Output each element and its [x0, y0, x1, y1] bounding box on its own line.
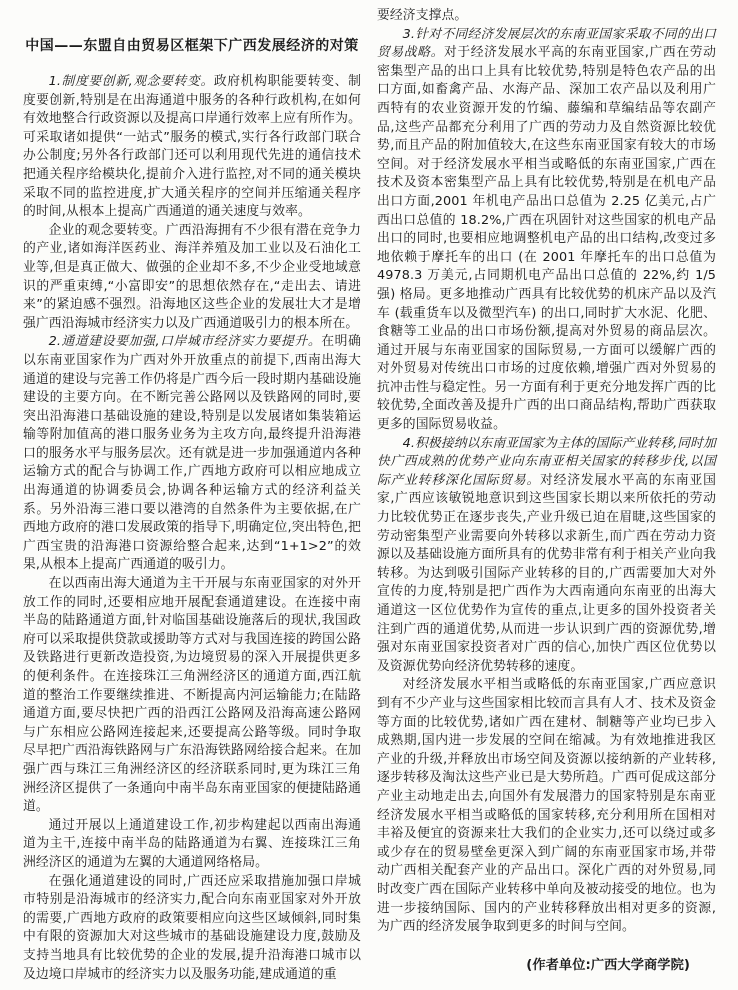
paragraph-lead: 2.通道建设要加强,口岸城市经济实力要提升。: [48, 334, 322, 350]
paragraph: [23, 873, 361, 985]
paragraph-continuation: [377, 7, 716, 26]
paragraph-text: 对经济发展水平相当或略低的东南亚国家,广西应意识到有不少产业与这些国家相比较而言具有人才、技术及资金等方面的比较优势,诸如广西在建材、制糖等产业均已步入成熟期,国内进一步发展的空间在缩减。为有效地推进我区产业的升级,并释放出市场空间及资源以接纳新的产业转移,逐步转移及淘汰这些产业已是大势所趋。广西可促成这部分产业主动地走出去,向国外有发展潜力的国家特别是东南亚经济发展水平相当或略低的国家转移,充分利用所在国相对丰裕及便宜的资源来壮大我们的企业实力,还可以绕过或多或少存在的贸易壁垒更深入到广阔的东南亚国家市场,并带动广西相关配套产业的产品出口。深化广西的对外贸易,同时改变广西在国际产业转移中单向及被动接受的地位。也为进一步接纳国际、国内的产业转移释放出相对更多的资源,为广西的经济发展争取到更多的时间与空间。: [377, 677, 716, 935]
author-affiliation: (作者单位:广西大学商学院): [526, 957, 690, 973]
paragraph: [377, 435, 716, 677]
paragraph-text: 要经济支撑点。: [377, 8, 468, 23]
paragraph: [23, 222, 361, 334]
paragraph-text: 在明确以东南亚国家作为广西对外开放重点的前提下,西南出海大通道的建设与完善工作仍将是广西今后一段时期内基础设施建设的主要方向。在不断完善公路网以及铁路网的同时,要突出沿海港口基础设施的建设,特别是以发展诸如集装箱运输等附加值高的港口服务业务为主攻方向,最终提升沿海港口的服务水平与服务层次。还有就是进一步加强通道内各种运输方式的配合与协调工作,广西地方政府可以相应地成立出海通道的协调委员会,协调各种运输方式的经济利益关系。另外沿海三港口要以港湾的自然条件为主要依据,在广西地方政府的港口发展政策的指导下,明确定位,突出特色,把广西宝贵的沿海港口资源给整合起来,达到“1+1>2”的效果,从根本上提高广西通道的吸引力。: [23, 334, 361, 573]
paragraph-lead: 4.积极接纳以东南亚国家为主体的国际产业转移,同时加快广西成熟的优势产业向东南亚相关国家的转移步伐,以国际产业转移深化国际贸易。: [377, 435, 716, 488]
paragraph-lead: 1.制度要创新,观念要转变。: [48, 74, 214, 89]
paragraph-lead: 3.针对不同经济发展层次的东南亚国家采取不同的出口贸易战略。: [377, 26, 716, 61]
paragraph: [23, 333, 361, 575]
paragraph-text: 在以西南出海大通道为主干开展与东南亚国家的对外开放工作的同时,还要相应地开展配套通道建设。在连接中南半岛的陆路通道方面,针对临国基础设施落后的现状,我国政府可以采取提供贷款或援助等方式对与我国连接的跨国公路及铁路进行更新改造投资,为边境贸易的深入开展提供更多的便利条件。在连接珠江三角洲经济区的通道方面,西江航道的整治工作要继续推进、不断提高内河运输能力;在陆路通道方面,要尽快把广西的沿西江公路网及沿海高速公路网与广东相应公路网连接起来,还要提高公路等级。同时争取尽早把广西沿海铁路网与广东沿海铁路网给接合起来。在加强广西与珠江三角洲经济区的经济联系同时,更为珠江三角洲经济区提供了一条通向中南半岛东南亚国家的便捷陆路通道。: [23, 576, 361, 815]
paragraph-text: 政府机构职能要转变、制度要创新,特别是在出海通道中服务的各种行政机构,在如何有效地整合行政资源以及提高口岸通行效率上应有所作为。可采取诸如提供“一站式”服务的模式,实行各行政部门联合办公制度;另外各行政部门还可以利用现代先进的通信技术把通关程序给模块化,提前介入进行监控,对不同的通关模块采取不同的监控进度,扩大通关程序的空间并压缩通关程序的时间,从根本上提高广西通道的通关速度与效率。: [23, 74, 361, 220]
paragraph-text: 对于经济发展水平高的东南亚国家,广西在劳动密集型产品的出口上具有比较优势,特别是特色农产品的出口方面,如畜禽产品、水海产品、深加工农产品以及利用广西特有的农业资源开发的竹编、藤编和草编结品等农副产品,这些产品都充分利用了广西的劳动力及自然资源比较优势,而且产品的附加值较大,在这些东南亚国家有较大的市场空间。对于经济发展水平相当或略低的东南亚国家,广西在技术及资本密集型产品上具有比较优势,特别是在机电产品出口方面,2001 年机电产品出口总值为 2.25 亿美元,占广西出口总值的 18.2%,广西在巩固针对这些国家的机电产品出口的同时,也要相应地调整机电产品的出口结构,改变过多地依赖于摩托车的出口 (在 2001 年摩托车的出口总值为 4978.3 万美元,占同期机电产品出口总值的 22%,约 1/5 强) 格局。更多地推动广西具有比较优势的机床产品以及汽车 (载重货车以及微型汽车) 的出口,同时扩大水泥、化肥、食糖等工业品的出口市场份额,提高对外贸易的商品层次。通过开展与东南亚国家的国际贸易,一方面可以缓解广西的对外贸易对传统出口市场的过度依赖,增强广西对外贸易的抗冲击性与稳定性。另一方面有利于更充分地发挥广西的比较优势,全面改善及提升广西的出口商品结构,帮助广西获取更多的国际贸易收益。: [377, 45, 716, 433]
left-column: [23, 36, 361, 984]
article-title: 中国——东盟自由贸易区框架下广西发展经济的对策: [25, 38, 359, 54]
paragraph: [23, 73, 361, 222]
paragraph: [23, 575, 361, 817]
paragraph-text: 企业的观念要转变。广西沿海拥有不少很有潜在竞争力的产业,诸如海洋医药业、海洋养殖及加工业以及石油化工业等,但是真正做大、做强的企业却不多,不少企业受地域意识的严重束缚,“小富即安”的思想依然存在,“走出去、请进来”的紧迫感不强烈。沿海地区这些企业的发展壮大才是增强广西沿海城市经济实力以及广西通道吸引力的根本所在。: [23, 222, 361, 331]
paragraph: [377, 676, 716, 936]
paragraph-text: 通过开展以上通道建设工作,初步构建起以西南出海通道为主干,连接中南半岛的陆路通道为右翼、连接珠江三角洲经济区的通道为左翼的大通道网络格局。: [23, 817, 361, 870]
paragraph-text: 在强化通道建设的同时,广西还应采取措施加强口岸城市特别是沿海城市的经济实力,配合向东南亚国家对外开放的需要,广西地方政府的政策要相应向这些区域倾斜,同时集中有限的资源加大对这些城市的基础设施建设力度,鼓励及支持当地具有比较优势的企业的发展,提升沿海港口城市以及边境口岸城市的经济实力以及服务功能,建成通道的重: [23, 873, 361, 982]
paragraph: [23, 817, 361, 873]
paragraph: [377, 26, 716, 435]
right-column: [377, 7, 716, 975]
paragraph-text: 对经济发展水平高的东南亚国家,广西应该敏锐地意识到这些国家长期以来所依托的劳动力比较优势正在逐步丧失,产业升级已迫在眉睫,这些国家的劳动密集型产业需要向外转移以求新生,而广西在劳动力资源以及基础设施方面所具有的优势非常有利于相关产业向我转移。为达到吸引国际产业转移的目的,广西需要加大对外宣传的力度,特别是把广西作为大西南通向东南亚的出海大通道这一区位优势作为宣传的重点,让更多的国外投资者关注到广西的通道优势,从而进一步认识到广西的资源优势,增强对东南亚国家投资者对广西的信心,加快广西区位优势以及资源优势向经济优势转移的速度。: [377, 472, 716, 674]
